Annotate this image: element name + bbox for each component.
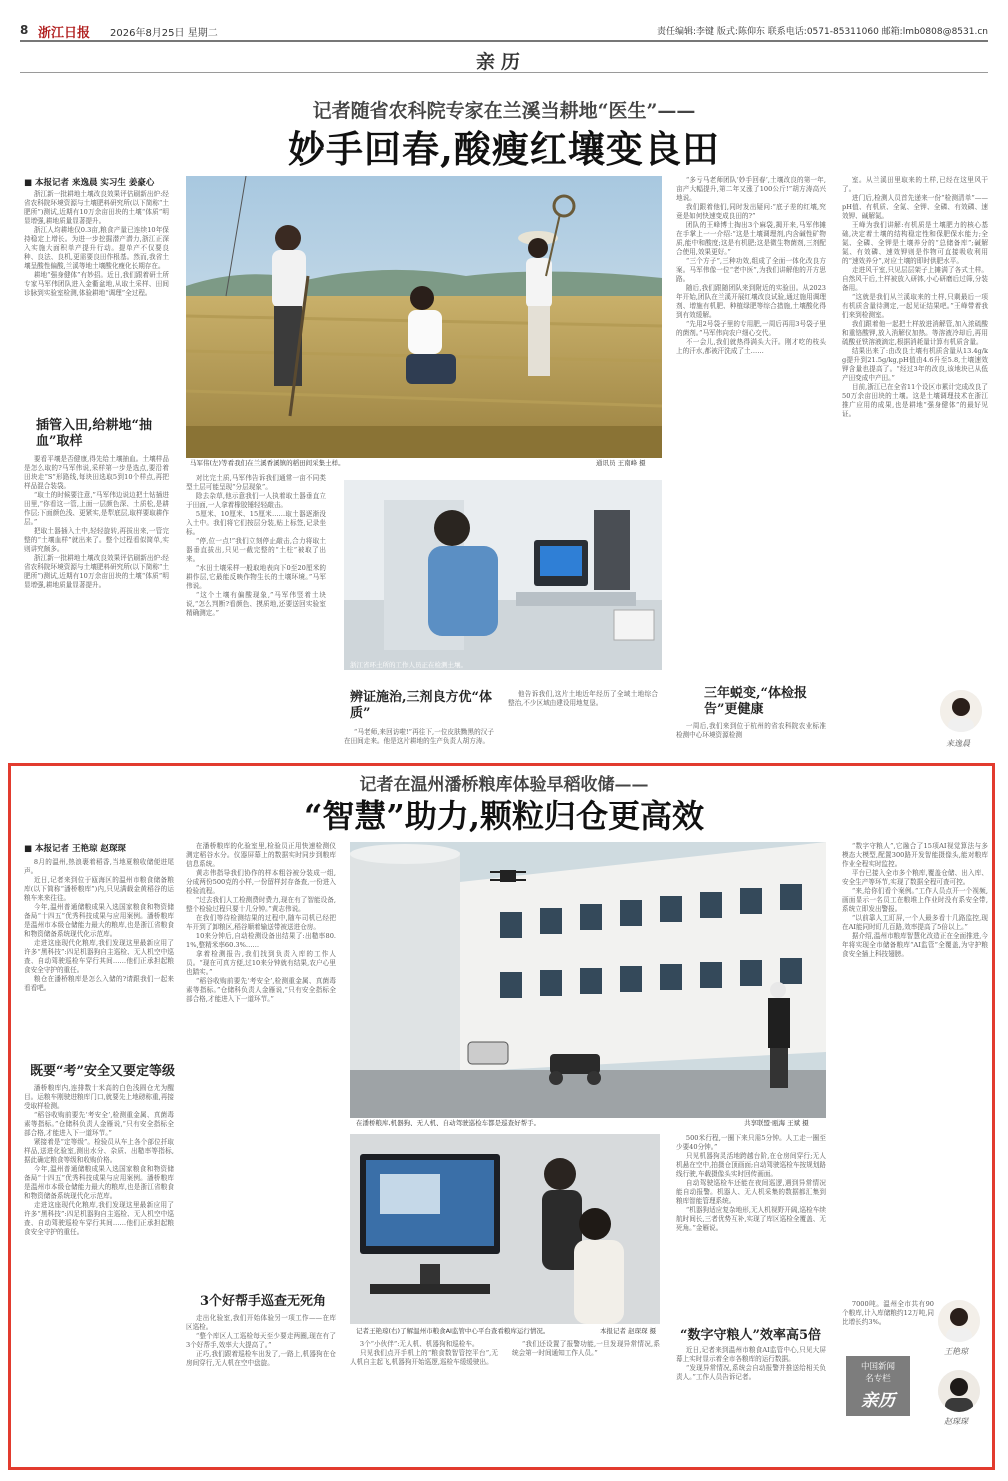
paragraph: 浙江人均耕地仅0.3亩,粮食产量已连续10年保持稳定上增长。为进一步挖掘潜产潜力,浙江正深入实施大面积单产提升行动。提单产不仅要良种、良法、良机,更需要良田作根基。然而,我省土壤呈酸性偏酸,兰溪等地土壤酸化瘦化长期存在。: [24, 226, 169, 270]
article2-col2: [186, 842, 336, 1252]
column-badge: [846, 1356, 910, 1416]
lab-photo: [344, 480, 662, 670]
paragraph: 紧接着是“定等级”。检验员从车上各个部位扦取样品,送进化验室,测出水分、杂质、出糙率等指标,据此确定粮食等级和收购价格。: [24, 1138, 174, 1164]
paragraph: 走出化验室,我们开始体验另一项工作——在库区巡检。: [186, 1314, 336, 1331]
paragraph: “三个方子”,三种功效,组成了全面一体化改良方案。马军伟像一位“老中医”,为我们讲解他的开方思路。: [676, 257, 826, 283]
badge-line-1: 中国新闻: [860, 1362, 895, 1372]
paragraph: “这就是我们从兰溪取来的土样,只剩最后一项有机质含量待测定,一起见证结果吧。”王峰带着我们来到检测室。: [842, 293, 988, 319]
author-avatar: [938, 1370, 980, 1412]
paragraph: “稻谷收购前要先‘考安全’,检测重金属、真菌毒素等指标。”仓储科负责人金雁说,“只有安全指标全部合格,才能进入下一道环节。”: [24, 1111, 174, 1137]
paragraph: 王峰为我们讲解:有机质是土壤肥力的核心基础,决定着土壤的结构稳定性和保肥保水能力;全氮、全磷、全钾是土壤养分的“总储备库”;碱解氮、有效磷、速效钾则是作物可直接吸收利用的“速效养分”,对应土壤的即时供肥水平。: [842, 221, 988, 265]
paragraph: “取土的时候要注意,”马军伟边说边把土钻插进田里,“你看这一管,上面一层颜色深、土质松,是耕作层;下面颜色浅、更紧实,是犁底层,取样要取耕作层。”: [24, 491, 169, 526]
monitor-photo-caption: 记者王艳琼(右)了解温州市粮食AI监管中心平台查看粮库运行情况。: [356, 1327, 550, 1335]
paragraph: “我们还设置了报警功能,一旦发现异常情况,系统会第一时间通知工作人员。”: [512, 1340, 660, 1357]
author-avatar: [940, 690, 982, 732]
field-photo: [186, 176, 662, 458]
editor-info: 责任编辑:李键 版式:陈仰东 联系电话:0571-85311060 邮箱:lmb0808@8531.cn: [657, 27, 988, 37]
paragraph: 我们跟着他一起把土样放进消解管,加入浓硫酸和重铬酸钾,放入消解仪加热。等溶液冷却后,再用硫酸亚铁溶液滴定,根据消耗量计算有机质含量。: [842, 320, 988, 346]
author-name: 王艳琼: [944, 1347, 968, 1356]
article2-title: “智慧”助力,颗粒归仓更高效: [304, 797, 704, 835]
field-photo-caption: 马军伟(左)等看我们在兰溪香溪镇的稻田间采集土样。: [190, 459, 345, 467]
paragraph: 对比完土质,马军伟告诉我们通常一亩不同类型土层可能呈现“分层现象”。: [186, 474, 326, 491]
paragraph: 10来分钟后,自动检测设备出结果了:出糙率80.1%,整精米率60.3%……: [186, 932, 336, 949]
paragraph: 自动驾驶巡检车还能在夜间巡逻,遇到异常情况能自动报警。机器人、无人机采集的数据都汇集到粮库智能管理系统。: [676, 1179, 826, 1205]
paragraph: 平台已接入全市多个粮库,覆盖仓储、出入库、安全生产等环节,实现了数据全程可查可控。: [842, 869, 988, 886]
paragraph: “多亏马老师团队‘妙手回春’,土壤改良的第一年,亩产大幅提升,第二年又涨了100公斤!”胡方涛高兴地说。: [676, 176, 826, 202]
paragraph: 走进这座现代化粮库,我们发现这里最新应用了许多“黑科技”:四足机器狗自主巡检、无人机空中巡查、自动驾驶巡检车穿行其间……他们正承担起粮食安全守护的重任。: [24, 1201, 174, 1236]
granary-photo: [350, 842, 826, 1118]
newspaper-logo: 浙江日报: [38, 26, 91, 41]
page-number: 8: [20, 23, 29, 37]
paragraph: 在潘桥粮库的化验室里,检验员正用快速检测仪测定稻谷水分。仪器屏幕上的数据实时同步到粮库信息系统。: [186, 842, 336, 868]
paragraph: 正巧,我们跟着巡检车出发了,一路上,机器狗在仓房间穿行,无人机在空中盘旋。: [186, 1350, 336, 1367]
paragraph: 粮仓在潘桥粮库是怎么入储的?请跟我们一起来看看吧。: [24, 975, 174, 992]
granary-photo-credit: 共享联盟·瓯海 王斌 摄: [744, 1119, 809, 1127]
paragraph: 室。从兰溪田里取来的土样,已经在这里风干了。: [842, 176, 988, 193]
paragraph: 一周后,我们来到位于杭州的省农科院农业标准检测中心环境资源检测: [676, 722, 826, 739]
paragraph: 今年,温州普通储粮成果入选国家粮食和物资储备局“十四五”优秀科技成果与应用案例。潘桥粮库是温州市本级仓储能力最大的粮库,也是浙江省粮食和物资储备系统现代化示范库。: [24, 903, 174, 938]
paragraph: “水田土壤采样一般取地表向下0至20厘米的耕作层,它最能反映作物生长的土壤环境。”马军伟说。: [186, 564, 326, 590]
article1-col3c: [676, 722, 826, 750]
paragraph: 走进风干室,只见层层架子上摊满了各式土样。自然风干后,土样被放入研钵,小心研磨后过筛,分装备用。: [842, 266, 988, 292]
badge-line-2: 名专栏: [865, 1374, 891, 1384]
author-name: 赵琛琛: [944, 1417, 968, 1426]
article1-subtitle: 记者随省农科院专家在兰溪当耕地“医生”——: [312, 100, 696, 122]
paragraph: 只见我们点开手机上的“粮食数智管控平台”,无人机自主起飞,机器狗开始巡逻,巡检车缓缓驶出。: [350, 1349, 498, 1366]
monitor-photo-credit: 本报记者 赵琛琛 摄: [600, 1327, 657, 1335]
paragraph: “机器狗适应复杂地形,无人机视野开阔,巡检车续航时间长,三者优势互补,实现了库区巡检全覆盖、无死角。”金雁说。: [676, 1206, 826, 1232]
masthead: [20, 20, 988, 40]
article2-col3: [676, 1134, 826, 1310]
section-title: 亲历: [476, 51, 527, 73]
section-rule: [20, 72, 988, 73]
paragraph: 近日,记者来到温州市粮食AI监管中心,只见大屏幕上实时显示着全市各粮库的运行数据。: [676, 1346, 826, 1363]
article1-title: 妙手回春,酸瘦红壤变良田: [288, 127, 720, 171]
paragraph: 我们跟着他们,同时发出疑问:“底子差的红壤,究竟是如何快速变成良田的?”: [676, 203, 826, 220]
paragraph: 走进这座现代化粮库,我们发现这里最新应用了许多“黑科技”:四足机器狗自主巡检、无人机空中巡查、自动驾驶巡检车穿行其间……他们正承担起粮食安全守护的重任。: [24, 939, 174, 974]
badge-line-3: 亲历: [861, 1391, 895, 1411]
paragraph: “先用2号袋子里的专用肥,一周后再用3号袋子里的菌剂。”马军伟向农户细心交代。: [676, 320, 826, 337]
article2-col1: [24, 858, 174, 1054]
paragraph: 团队的王峰博士掏出3个麻袋,揭开来,马军伟摊在手掌上一一介绍:“这是土壤调理剂,内含碱性矿物质,能中和酸度;这是有机肥;这是微生物菌剂,三剂配合使用,效果更好。”: [676, 221, 826, 256]
paragraph: “过去我们人工检测费时费力,现在有了智能设备,整个检验过程只要十几分钟。”黄志伟说。: [186, 896, 336, 913]
paragraph: 浙江新一批耕地土壤改良效果评估刷新出炉:经省农科院环境资源与土壤肥料研究所(以下简称“土肥所”)测试,近期有10万余亩田块的土壤“体质”明显增强,耕地质量显著提升。: [24, 554, 169, 589]
paragraph: 把取土器插入土中,轻轻旋转,再拔出来,一管完整的“土壤血样”就出来了。整个过程看似简单,实则讲究颇多。: [24, 527, 169, 553]
article2-section-head-2: 3个好帮手巡查无死角: [200, 1294, 327, 1309]
paragraph: 500米行程,一圈下来只需5分钟。人工走一圈至少要40分钟。”: [676, 1134, 826, 1151]
article1-col1: [24, 190, 169, 412]
issue-date: 2026年8月25日 星期二: [110, 28, 218, 39]
paragraph: 要看平壤是否健康,得先给土壤抽血。土壤样品是怎么取的?马军伟说,采样第一步是选点,要沿着田块走“S”形路线,每块田选取5到10个样点,再把样品混合装袋。: [24, 455, 169, 490]
paragraph: “稻谷收购前要先‘考安全’,检测重金属、真菌毒素等指标。”仓储科负责人金雁说,“只有安全指标全部合格,才能进入下一道环节。”: [186, 977, 336, 1003]
article1-col3: [676, 176, 826, 674]
article1-section-head-1: 插管入田,给耕地“抽血”取样: [36, 418, 153, 449]
article2-col4b: [842, 1300, 934, 1350]
article1-section-head-3: 三年蜕变,“体检报告”更健康: [704, 686, 808, 717]
paragraph: 结果出来了:由改良土壤有机质含量从13.4g/kg提升到21.5g/kg,pH值由4.6升至5.8,土壤速效钾含量也提高了。“经过3年的改良,该地块已从低产田变成中产田。”: [842, 347, 988, 382]
paragraph: 不一会儿,我们就热得满头大汗。刚才吃的枝头上的汗水,都被汗洗成了土……: [676, 338, 826, 355]
monitor-photo: [350, 1134, 660, 1324]
paragraph: 浙江新一批耕地土壤改良效果评估刷新出炉:经省农科院环境资源与土壤肥料研究所(以下简称“土肥所”)测试,近期有10万余亩田块的土壤“体质”明显增强,耕地质量显著提升。: [24, 190, 169, 225]
paragraph: 耕地“强身健体”有妙招。近日,我们跟着研土所专家马军伟团队进入金衢盆地,从取土采样、田间诊脉到实验室检测,体验耕地“调理”全过程。: [24, 271, 169, 297]
lab-photo-caption: 浙江省环土所的工作人员正在检测土壤。: [350, 661, 467, 669]
paragraph: 只见机器狗灵活地跨越台阶,在仓房间穿行;无人机悬在空中,拍摄仓顶画面;自动驾驶巡检车按规划路线行驶,车载摄像头实时回传画面。: [676, 1152, 826, 1178]
article1-col2b: [344, 728, 494, 750]
paragraph: 5厘米、10厘米、15厘米……取土器逐渐没入土中。我们将它们按层分装,贴上标签,记录坐标。: [186, 510, 326, 536]
field-photo-credit: 通讯员 王南峰 摄: [596, 459, 646, 467]
article2-col2b: [186, 1314, 336, 1456]
paragraph: 进门后,检测人员首先递来一份“检测清单”——pH值、有机质、全氮、全钾、全磷、有效磷、速效钾、碱解氮。: [842, 194, 988, 220]
paragraph: 随后,我们跟随团队来到附近的实验田。从2023年开始,团队在兰溪开展红壤改良试验,通过施用调理剂、增施有机肥、种植绿肥等综合措施,土壤酸化得到有效缓解。: [676, 284, 826, 319]
article2-section-head-1: 既要“考”安全又要定等级: [30, 1064, 175, 1079]
paragraph: 今年,温州普通储粮成果入选国家粮食和物资储备局“十四五”优秀科技成果与应用案例。潘桥粮库是温州市本级仓储能力最大的粮库,也是浙江省粮食和物资储备系统现代化示范库。: [24, 1165, 174, 1200]
author-avatar: [938, 1300, 980, 1342]
granary-photo-caption: 在潘桥粮库,机器狗、无人机、自动驾驶巡检车都是巡查好帮手。: [356, 1119, 541, 1127]
paragraph: “来,给你们看个案例。”工作人员点开一个视频,画面显示一名员工在粮堆上作业时没有系安全带,系统立即发出警报。: [842, 887, 988, 913]
paragraph: 近日,记者来到位于瓯海区的温州市粮食储备粮库(以下简称“潘桥粮库”)内,只见满载金黄稻谷的运粮车来来往往。: [24, 876, 174, 902]
paragraph: 3个“小伙伴”:无人机、机器狗和巡检车。: [359, 1340, 479, 1348]
paragraph: 在我们等待检测结果的过程中,随车司机已经把车开到了卸粮区,稻谷顺着输送带被送进仓房。: [186, 914, 336, 931]
article1-byline: ■ 本报记者 来逸晨 实习生 姜豪心: [24, 178, 155, 188]
article2-section-head-3: “数字守粮人”效率高5倍: [680, 1328, 822, 1343]
article2-subtitle: 记者在温州潘桥粮库体验早稻收储——: [359, 775, 649, 795]
article1-col2: [186, 474, 326, 740]
author-name: 来逸晨: [946, 739, 970, 748]
paragraph: 目前,浙江已在全省11个设区市累计完成改良了50万余亩田块的土壤。这是土壤调理技术在浙江推广应用的成果,也是耕地“强身健体”的最好见证。: [842, 383, 988, 418]
masthead-rule: [20, 40, 988, 42]
paragraph: 据介绍,温州市粮库智慧化改造正在全面推进,今年将实现全市储备粮库“AI监管”全覆盖,为守护粮食安全插上科技翅膀。: [842, 932, 988, 958]
article1-col1b: [24, 455, 169, 745]
paragraph: 拿着检测报告,我们找到负责入库的工作人员。“现在可真方便,过10来分钟就有结果,农户心里也踏实。”: [186, 950, 336, 976]
article2-col3c: [676, 1346, 826, 1456]
paragraph: 黄志伟指导我们协作的样本粗谷被分装成一组,分成两份500克的小样,一份留样封存备查,一份进入检验流程。: [186, 869, 336, 895]
article1-col3b: [508, 690, 658, 750]
paragraph: “发现异常情况,系统会自动报警并推送给相关负责人。”工作人员告诉记者。: [676, 1364, 826, 1381]
paragraph: 7000吨。温州全市共有90个粮库,计入库储粮约12万吨,同比增长约3%。: [842, 1300, 934, 1326]
paragraph: “马老师,来回访啦!”再往下,一位皮肤黝黑的汉子在田间走来。他是这片耕地的生产负责人胡方涛。: [344, 728, 494, 745]
paragraph: 潘桥粮库内,连排数十米高的白色浅圆仓尤为醒目。运粮车刚驶进粮库门口,就要先上地磅称重,再接受取样检测。: [24, 1084, 174, 1110]
paragraph: 8月的温州,热浪裹着稻香,当地夏粮收储便进尾声。: [24, 858, 174, 875]
paragraph: 除去杂草,他示意我们一人执着取土器垂直立于田面,一人拿着橡胶锤轻轻敲击。: [186, 492, 326, 509]
paragraph: “数字守粮人”,它融合了15项AI视觉算法与多模态大模型,配置300路开发智能摄像头,能对粮库作业全程实时监控。: [842, 842, 988, 868]
article1-col4: [842, 176, 988, 686]
paragraph: 他告诉我们,这片土地近年经历了全域土地综合整治,不少区域由建设用地复垦。: [508, 690, 658, 707]
article2-col3b: [350, 1340, 660, 1456]
paragraph: “这个土壤有偏酸现象,”马军伟竖着土块说,“怎么判断?看颜色、摸质地,还要送回实验室精确测定。”: [186, 591, 326, 617]
paragraph: “停,位一点!”我们立刻停止敲击,合力将取土器垂直拔出,只见一截完整的“土柱”被取了出来。: [186, 537, 326, 563]
article2-col1b: [24, 1084, 174, 1456]
article2-col4: [842, 842, 988, 1298]
article1-section-head-2: 辨证施治,三剂良方优“体质”: [350, 690, 493, 721]
article2-byline: ■ 本报记者 王艳琼 赵琛琛: [24, 844, 126, 854]
paragraph: “以前靠人工盯屏,一个人最多看十几路监控,现在AI能同时盯几百路,效率提高了5倍以上。”: [842, 914, 988, 931]
paragraph: “整个库区人工巡检每天至少要走两圈,现在有了3个好帮手,效率大大提高了。”: [186, 1332, 336, 1349]
